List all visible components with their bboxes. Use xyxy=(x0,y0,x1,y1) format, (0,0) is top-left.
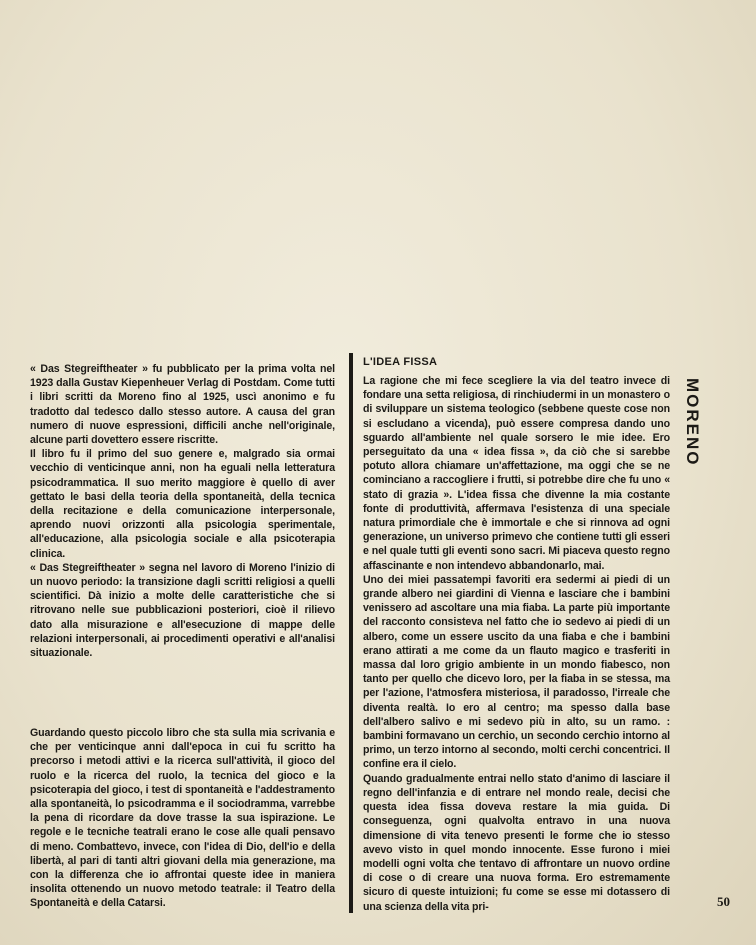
paragraph: Quando gradualmente entrai nello stato d'animo di lasciare il regno dell'infanzia e di entrare nel mondo reale, decisi che questa idea fissa doveva restare la mia guida. Di conseguenza, ogni qualvolta entravo in una nuova dimensione di vita tenevo presenti le forme che io stesso avevo visto in quel mondo innocente. Esse furono i miei modelli ogni volta che tentavo di affrontare un nuovo ordine di cose o di creare una nuova forma. Ero estremamente sicuro di queste intuizioni; fu come se esse mi dotassero di una scienza della vita pri- xyxy=(363,772,670,913)
right-column xyxy=(363,374,670,914)
paragraph: Il libro fu il primo del suo genere e, malgrado sia ormai vecchio di venticinque anni, non ha eguali nella letteratura psicodrammatica. Il suo merito maggiore è quello di aver gettato le basi della teoria della spontaneità, della tecnica della recitazione e della comunicazione interpersonale, aprendo nuovi orizzonti alla psicologia sperimentale, all'educazione, alla psicologia sociale e alla psicoterapia clinica. xyxy=(30,448,335,560)
page-number: 50 xyxy=(717,894,730,909)
paragraph: Guardando questo piccolo libro che sta sulla mia scrivania e che per venticinque anni dall'epoca in cui fu scritto ha precorso i metodi attivi e la ricerca sull'attività, il gioco del ruolo e la ricerca del ruolo, la tecnica del gioco e la psicoterapia del gioco, i test di spontaneità e l'addestramento alla spontaneità, lo psicodramma e il sociodramma, varrebbe la pena di ricordare da dove trasse la sua ispirazione. Le regole e le tecniche teatrali erano le cose alle quali pensavo di meno. Combattevo, invece, con l'idea di Dio, dell'io e della libertà, al pari di tanti altri giovani della mia generazione, ma con la differenza che io affrontai queste idee in maniera insolita ottenendo un nuovo metodo teatrale: il Teatro della Spontaneità e della Catarsi. xyxy=(30,727,335,910)
left-column-bottom xyxy=(30,726,335,911)
paragraph: « Das Stegreiftheater » fu pubblicato per la prima volta nel 1923 dalla Gustav Kiepenheuer Verlag di Postdam. Come tutti i libri scritti da Moreno fino al 1925, uscì anonimo e fu tradotto dal tedesco dallo stesso autore. A causa del gran numero di nuove espressioni, difficili anche nell'originale, alcune parti dovettero essere riscritte. xyxy=(30,363,335,447)
paragraph: La ragione che mi fece scegliere la via del teatro invece di fondare una setta religiosa, di rinchiudermi in un monastero o di sviluppare un sistema teologico (sebbene queste cose non si escludano a vicenda), può essere compresa dando uno sguardo all'ambiente nel quale sorsero le mie idee. Ero perseguitato da una « idea fissa », da ciò che si sarebbe potuto allora chiamare un'affettazione, ma oggi che se ne cominciano a raccogliere i frutti, si potrebbe dire che fu uno « stato di grazia ». L'idea fissa che divenne la mia costante fonte di produttività, affermava l'esistenza di una speciale natura primordiale che è immortale e che si rinnova ad ogni generazione, un universo primevo che contiene tutti gli esseri e nel quale tutti gli eventi sono sacri. Mi piaceva questo regno affascinante e non intendevo abbandonarlo, mai. xyxy=(363,375,670,572)
paragraph: Uno dei miei passatempi favoriti era sedermi ai piedi di un grande albero nei giardini di Vienna e lasciare che i bambini venissero ad ascoltare una mia fiaba. La parte più importante del racconto consisteva nel fatto che io sedevo ai piedi di un albero, come un essere uscito da una fiaba e che i bambini erano attirati a me come da un flauto magico e trasferiti in massa dal loro grigio ambiente in un mondo fiabesco, non tanto per quello che dicevo loro, per la fiaba in se stessa, ma per l'azione, l'atmosfera misteriosa, il paradosso, l'irreale che diventa realtà. Io ero al centro; ma spesso dalla base dell'albero salivo e mi sedevo più in alto, su un ramo. : bambini formavano un cerchio, un secondo cerchio intorno al primo, un terzo intorno al secondo, molti cerchi concentrici. Il confine era il cielo. xyxy=(363,573,670,771)
column-divider xyxy=(349,353,353,913)
section-heading: L'IDEA FISSA xyxy=(363,356,438,368)
paragraph: « Das Stegreiftheater » segna nel lavoro di Moreno l'inizio di un nuovo periodo: la transizione dagli scritti religiosi a quelli scientifici. Dà inizio a molte delle caratteristiche che si ritrovano nelle sue pubblicazioni posteriori, cioè il rilievo dato alla misurazione e all'esecuzione di mappe delle relazioni interpersonali, ai procedimenti operativi e all'analisi situazionale. xyxy=(30,561,335,660)
running-title: MORENO xyxy=(683,378,702,467)
left-column-top xyxy=(30,362,335,660)
